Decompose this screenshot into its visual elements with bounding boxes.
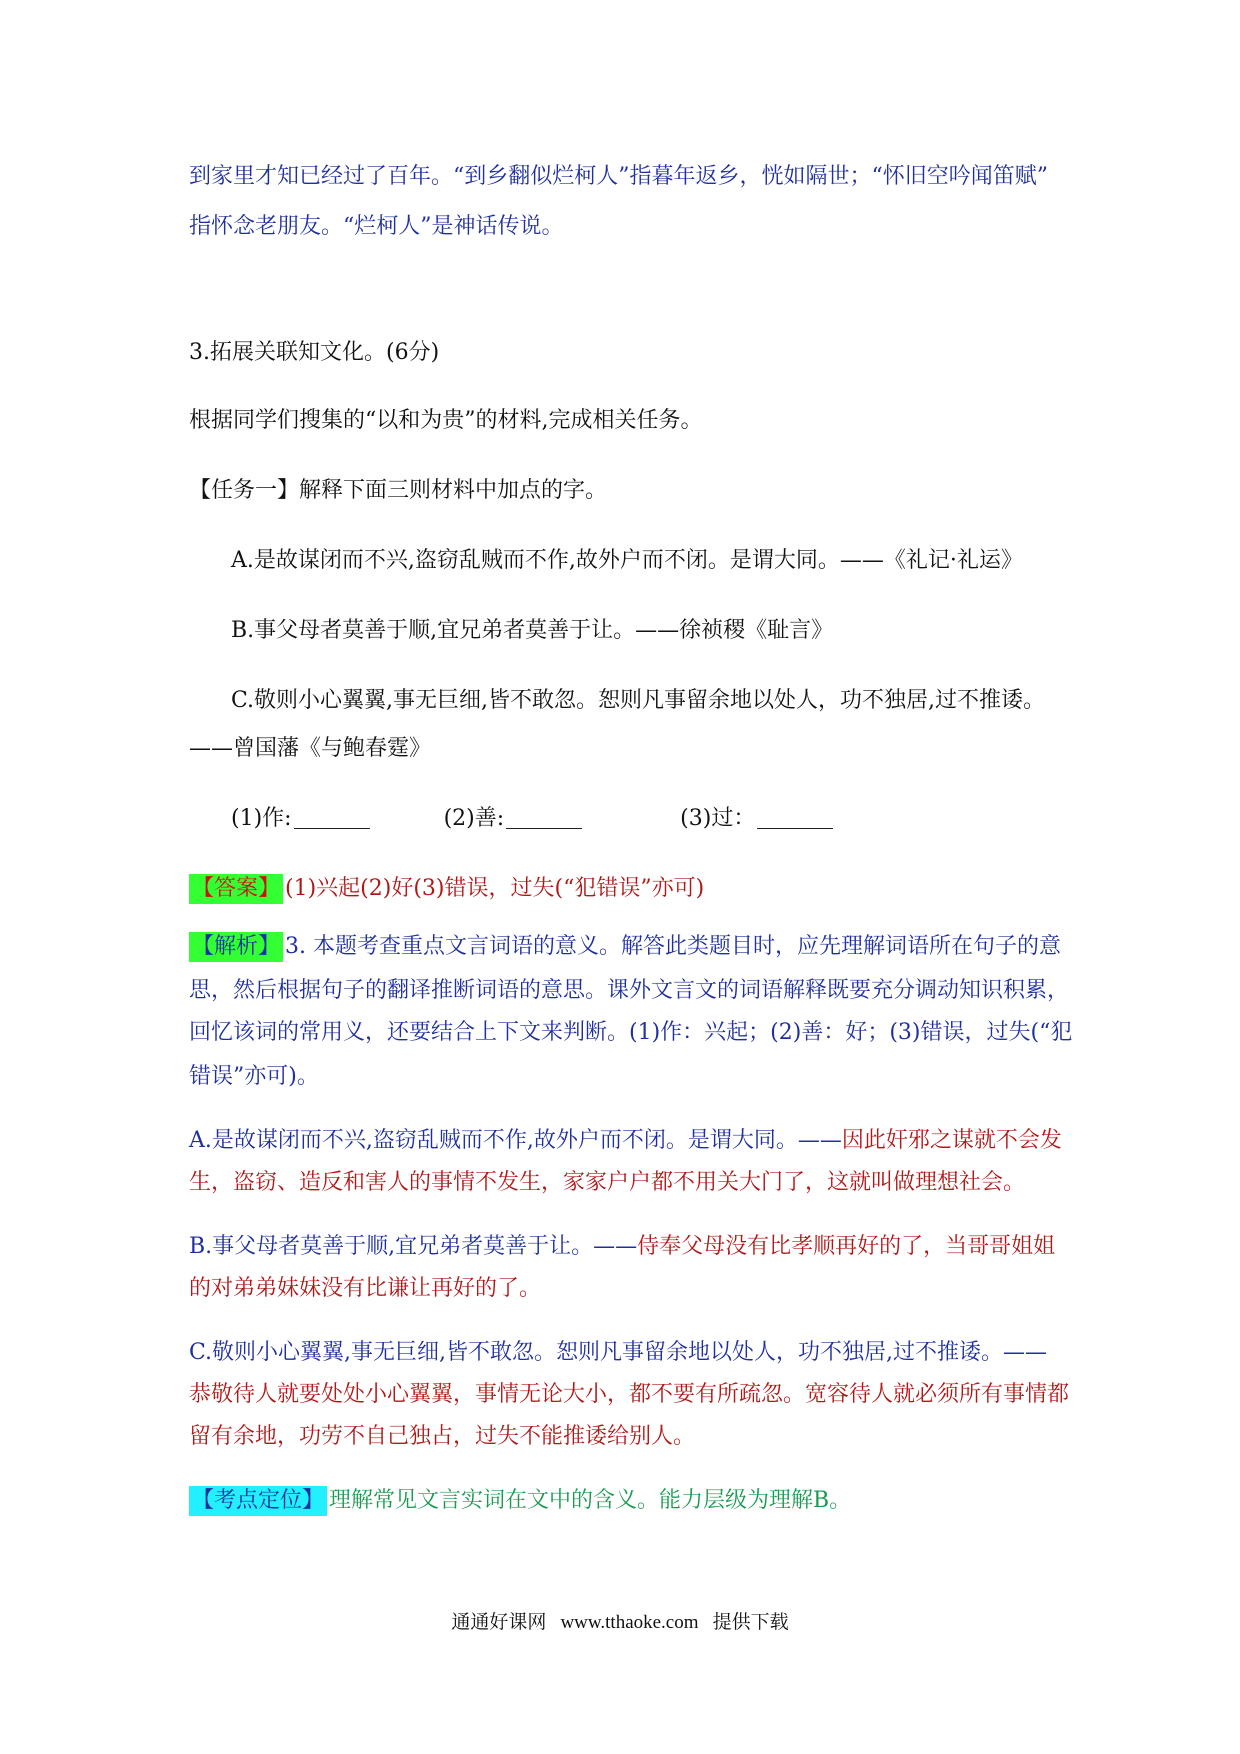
material-a: A.是故谋闭而不兴,盗窃乱贼而不作,故外户而不闭。是谓大同。——《礼记·礼运》 — [231, 548, 1023, 573]
translation-b-source: B.事父母者莫善于顺,宜兄弟者莫善于让。—— — [189, 1234, 638, 1259]
footer-site-name: 通通好课网 — [451, 1611, 547, 1633]
translation-a-line-1 — [189, 1126, 1069, 1156]
blank-1-label: (1)作: — [231, 806, 292, 831]
kaodian-text: 理解常见文言实词在文中的含义。能力层级为理解B。 — [329, 1488, 852, 1513]
blank-2-label: (2)善: — [443, 806, 505, 831]
translation-a-line-2: 生，盗窃、造反和害人的事情不发生，家家户户都不用关大门了，这就叫做理想社会。 — [189, 1170, 1026, 1195]
analysis-line-4: 错误”亦可)。 — [189, 1064, 319, 1089]
translation-c-line-2: 留有余地，功劳不自己独占，过失不能推诿给别人。 — [189, 1424, 696, 1449]
footer-url[interactable]: www.tthaoke.com — [560, 1612, 699, 1633]
analysis-line-2: 思，然后根据句子的翻译推断词语的意思。课外文言文的词语解释既要充分调动知识积累， — [189, 978, 1070, 1003]
analysis-tag: 【解析】 — [189, 932, 283, 962]
fill-blanks-row — [231, 804, 1111, 834]
blank-1-line — [294, 806, 370, 829]
question-heading: 3.拓展关联知文化。(6分) — [189, 340, 440, 365]
material-c-line-2: ——曾国藩《与鲍春霆》 — [189, 736, 432, 761]
analysis-line-3: 回忆该词的常用义，还要结合上下文来判断。(1)作：兴起；(2)善：好；(3)错误，过失(“犯 — [189, 1020, 1073, 1045]
translation-c-line-1: 恭敬待人就要处处小心翼翼，事情无论大小，都不要有所疏忽。宽容待人就必须所有事情都 — [189, 1382, 1070, 1407]
translation-b-line-2: 的对弟弟妹妹没有比谦让再好的了。 — [189, 1276, 542, 1301]
blank-2-line — [506, 806, 582, 829]
translation-c-source: C.敬则小心翼翼,事无巨细,皆不敢忽。恕则凡事留余地以处人，功不独居,过不推诿。—— — [189, 1340, 1048, 1365]
analysis-line-1 — [189, 932, 1069, 962]
task1-heading: 【任务一】解释下面三则材料中加点的字。 — [189, 478, 608, 503]
blank-3-line — [757, 806, 833, 829]
translation-a-source: A.是故谋闭而不兴,盗窃乱贼而不作,故外户而不闭。是谓大同。—— — [189, 1128, 842, 1153]
blank-3-label: (3)过： — [680, 806, 756, 831]
answer-line — [189, 874, 1069, 904]
page-footer — [0, 1607, 1240, 1634]
analysis-text-1: 3. 本题考查重点文言词语的意义。解答此类题目时，应先理解词语所在句子的意 — [285, 934, 1062, 959]
kaodian-tag: 【考点定位】 — [189, 1486, 327, 1516]
footer-download-text: 提供下载 — [712, 1611, 789, 1633]
intro-line-1: 到家里才知已经过了百年。“到乡翻似烂柯人”指暮年返乡，恍如隔世；“怀旧空吟闻笛赋” — [189, 164, 1048, 189]
translation-a-text-1: 因此奸邪之谋就不会发 — [841, 1128, 1062, 1153]
material-b: B.事父母者莫善于顺,宜兄弟者莫善于让。——徐祯稷《耻言》 — [231, 618, 834, 643]
kaodian-line — [189, 1486, 1069, 1516]
translation-b-line-1 — [189, 1232, 1069, 1262]
answer-text: (1)兴起(2)好(3)错误，过失(“犯错误”亦可) — [285, 876, 705, 901]
translation-b-text-1: 侍奉父母没有比孝顺再好的了，当哥哥姐姐 — [637, 1234, 1056, 1259]
answer-tag: 【答案】 — [189, 874, 283, 904]
material-c-line-1: C.敬则小心翼翼,事无巨细,皆不敢忽。恕则凡事留余地以处人，功不独居,过不推诿。 — [231, 688, 1046, 713]
intro-line-2: 指怀念老朋友。“烂柯人”是神话传说。 — [189, 214, 564, 239]
question-prompt: 根据同学们搜集的“以和为贵”的材料,完成相关任务。 — [189, 408, 703, 433]
